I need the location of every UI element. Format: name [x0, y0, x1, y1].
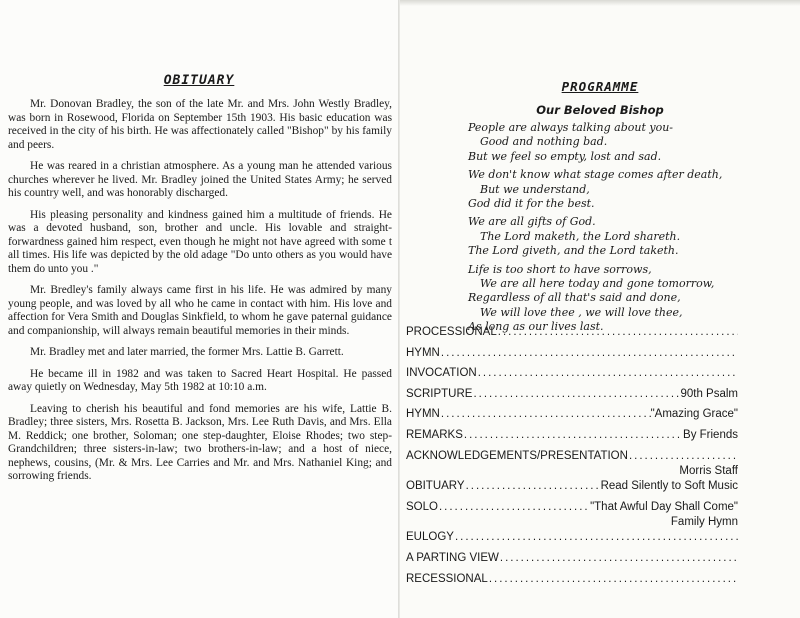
order-item-sub: Morris Staff — [679, 465, 738, 478]
order-of-service — [406, 326, 738, 593]
poem-line: The Lord giveth, and the Lord taketh. — [468, 244, 679, 258]
page-shadow — [400, 0, 800, 6]
obituary-paragraph: His pleasing personality and kindness gained him a multitude of friends. He was a devoted husband, son, brother and uncle. His lovable and straight-forwardness gained him respect, even though he might not have agreed with some t all times. His life was depicted by the old adage "Do unto others as you would have them do unto you ." — [8, 208, 392, 275]
poem-stanza — [468, 168, 788, 211]
obituary-paragraph: Mr. Bradley met and later married, the former Mrs. Lattie B. Garrett. — [30, 346, 344, 358]
poem-line: People are always talking about you- — [468, 121, 673, 134]
poem-line: God did it for the best. — [468, 197, 595, 211]
poem — [468, 121, 788, 339]
obituary-paragraph: He was reared in a christian atmosphere. As a young man he attended various churches wherever he lived. Mr. Bradley joined the United States Army; he served his country well, and was honorably discharged. — [8, 160, 392, 199]
obituary-title: OBITUARY — [163, 73, 235, 88]
poem-line: Life is too short to have sorrows, — [468, 262, 652, 276]
order-item-acknowledgements: ACKNOWLEDGEMENTS/PRESENTATION ..... — [406, 450, 738, 471]
poem-line: As long as our lives last. — [468, 320, 604, 334]
poem-line: But we feel so empty, lost and sad. — [468, 149, 662, 163]
order-item-sub: Family Hymn — [670, 516, 738, 529]
obituary-paragraph: Leaving to cherish his beautiful and fond memories are his wife, Lattie B. Bradley; three sisters, Mrs. Rosetta B. Jackson, Mrs. Lee Ruth Davis, and Mrs. Ella M. Reddick; one brother, Soloman; one step-daughter, Eloise Rhodes; two step-Grandchildren; three sisters-in-law; two brothers-in-law; and a host of niece, nephews, cousins, (Mr. & Mrs. Lee Carries and Mr. and Mrs. Nathaniel King; and sorrowing friends. — [8, 402, 392, 482]
poem-line: But we understand, — [480, 182, 590, 196]
obituary-paragraph: Mr. Donovan Bradley, the son of the late Mr. and Mrs. John Westly Bradley, was born in Rosewood, Florida on September 15th 1903. His basic education was received in the city of his birth. He was affectionately called "Bishop" by his family and peers. — [8, 98, 392, 151]
order-item-invocation: INVOCATION ..... — [406, 367, 738, 388]
poem-line: We don't know what stage comes after death, — [468, 168, 723, 182]
poem-line: We are all here today and gone tomorrow, — [480, 277, 715, 291]
order-item-recessional: RECESSIONAL ..... — [406, 573, 738, 594]
order-item-remarks: REMARKS ..... By Friends — [406, 429, 738, 450]
poem-stanza — [468, 121, 788, 164]
order-item-processional: PROCESSIONAL ..... — [406, 326, 738, 347]
poem-line: The Lord maketh, the Lord shareth. — [480, 229, 681, 243]
obituary-paragraph: Mr. Bredley's family always came first in his life. He was admired by many young people, and was loved by all who he came in contact with him. His love and affection for Vera Smith and Douglas Sinkfield, to whom he gave paternal guidance and companionship, will always remain beautiful memories in their minds. — [8, 284, 392, 337]
order-item-solo: SOLO ..... "That Awful Day Shall Come" — [406, 501, 738, 522]
order-item-hymn: HYMN ..... — [406, 347, 738, 368]
poem-stanza — [468, 215, 788, 258]
obituary-body — [8, 98, 392, 492]
order-item-obituary: OBITUARY ..... Read Silently to Soft Music — [406, 480, 738, 501]
programme-title: PROGRAMME — [561, 79, 639, 94]
obituary-paragraph: He became ill in 1982 and was taken to Sacred Heart Hospital. He passed away quietly on Wednesday, May 5th 1982 at 10:10 a.m. — [8, 367, 392, 393]
order-item-scripture: SCRIPTURE ..... 90th Psalm — [406, 388, 738, 409]
order-item-parting-view: A PARTING VIEW ..... — [406, 552, 738, 573]
poem-line: Good and nothing bad. — [480, 135, 608, 149]
order-item-hymn-amazing-grace: HYMN ..... "Amazing Grace" — [406, 408, 738, 429]
poem-line: Regardless of all that's said and done, — [468, 291, 681, 305]
poem-stanza — [468, 263, 788, 335]
poem-title: Our Beloved Bishop — [536, 103, 664, 117]
poem-line: We will love thee , we will love thee, — [480, 305, 683, 319]
poem-line: We are all gifts of God. — [468, 215, 596, 229]
order-item-eulogy: EULOGY ..... — [406, 531, 738, 552]
